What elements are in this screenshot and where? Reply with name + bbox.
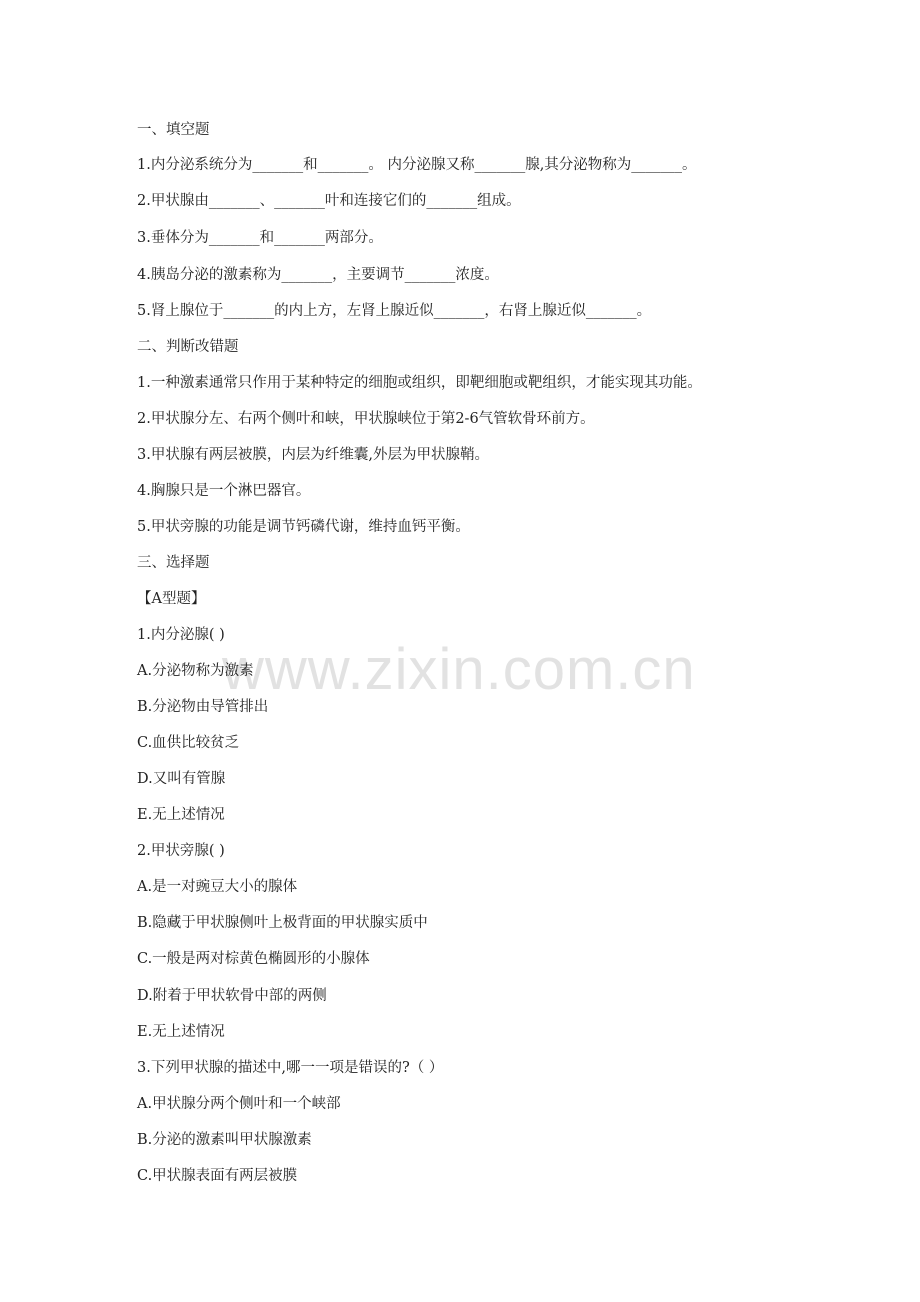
true-false-question-5: 5.甲状旁腺的功能是调节钙磷代谢，维持血钙平衡。: [137, 519, 470, 535]
choice-q3-stem: 3.下列甲状腺的描述中,哪一一项是错误的?（ ）: [137, 1060, 444, 1076]
section-heading-true-false: 二、判断改错题: [137, 339, 239, 355]
choice-subheading-type-a: 【A型题】: [137, 591, 206, 607]
choice-q2-stem: 2.甲状旁腺( ): [137, 843, 225, 859]
choice-q1-option-b: B.分泌物由导管排出: [137, 699, 269, 715]
fill-in-question-1: 1.内分泌系统分为_______和_______。 内分泌腺又称_______腺,其分泌物称为_______。: [137, 157, 697, 173]
choice-q1-option-a: A.分泌物称为激素: [137, 663, 254, 679]
choice-q3-option-a: A.甲状腺分两个侧叶和一个峡部: [137, 1096, 341, 1112]
choice-q2-option-b: B.隐藏于甲状腺侧叶上极背面的甲状腺实质中: [137, 915, 428, 931]
choice-q2-option-e: E.无上述情况: [137, 1024, 225, 1040]
choice-q1-option-c: C.血供比较贫乏: [137, 735, 240, 751]
choice-q2-option-a: A.是一对豌豆大小的腺体: [137, 879, 298, 895]
fill-in-question-2: 2.甲状腺由_______、_______叶和连接它们的_______组成。: [137, 193, 521, 209]
fill-in-question-3: 3.垂体分为_______和_______两部分。: [137, 230, 383, 246]
true-false-question-4: 4.胸腺只是一个淋巴器官。: [137, 483, 311, 499]
choice-q1-option-e: E.无上述情况: [137, 807, 225, 823]
true-false-question-3: 3.甲状腺有两层被膜，内层为纤维囊,外层为甲状腺鞘。: [137, 447, 489, 463]
section-heading-fill-in: 一、填空题: [137, 122, 210, 138]
choice-q3-option-c: C.甲状腺表面有两层被膜: [137, 1168, 298, 1184]
true-false-question-2: 2.甲状腺分左、右两个侧叶和峡，甲状腺峡位于第2-6气管软骨环前方。: [137, 411, 595, 427]
choice-q2-option-c: C.一般是两对棕黄色椭圆形的小腺体: [137, 951, 370, 967]
section-heading-choice: 三、选择题: [137, 555, 210, 571]
choice-q1-option-d: D.又叫有管腺: [137, 771, 226, 787]
choice-q2-option-d: D.附着于甲状软骨中部的两侧: [137, 988, 327, 1004]
true-false-question-1: 1.一种激素通常只作用于某种特定的细胞或组织，即靶细胞或靶组织，才能实现其功能。: [137, 375, 702, 391]
choice-q1-stem: 1.内分泌腺( ): [137, 627, 225, 643]
fill-in-question-5: 5.肾上腺位于_______的内上方，左肾上腺近似_______，右肾上腺近似_______。: [137, 303, 652, 319]
watermark: www.zixin.com.cn: [222, 637, 696, 702]
choice-q3-option-b: B.分泌的激素叫甲状腺激素: [137, 1132, 312, 1148]
fill-in-question-4: 4.胰岛分泌的激素称为_______，主要调节_______浓度。: [137, 267, 499, 283]
